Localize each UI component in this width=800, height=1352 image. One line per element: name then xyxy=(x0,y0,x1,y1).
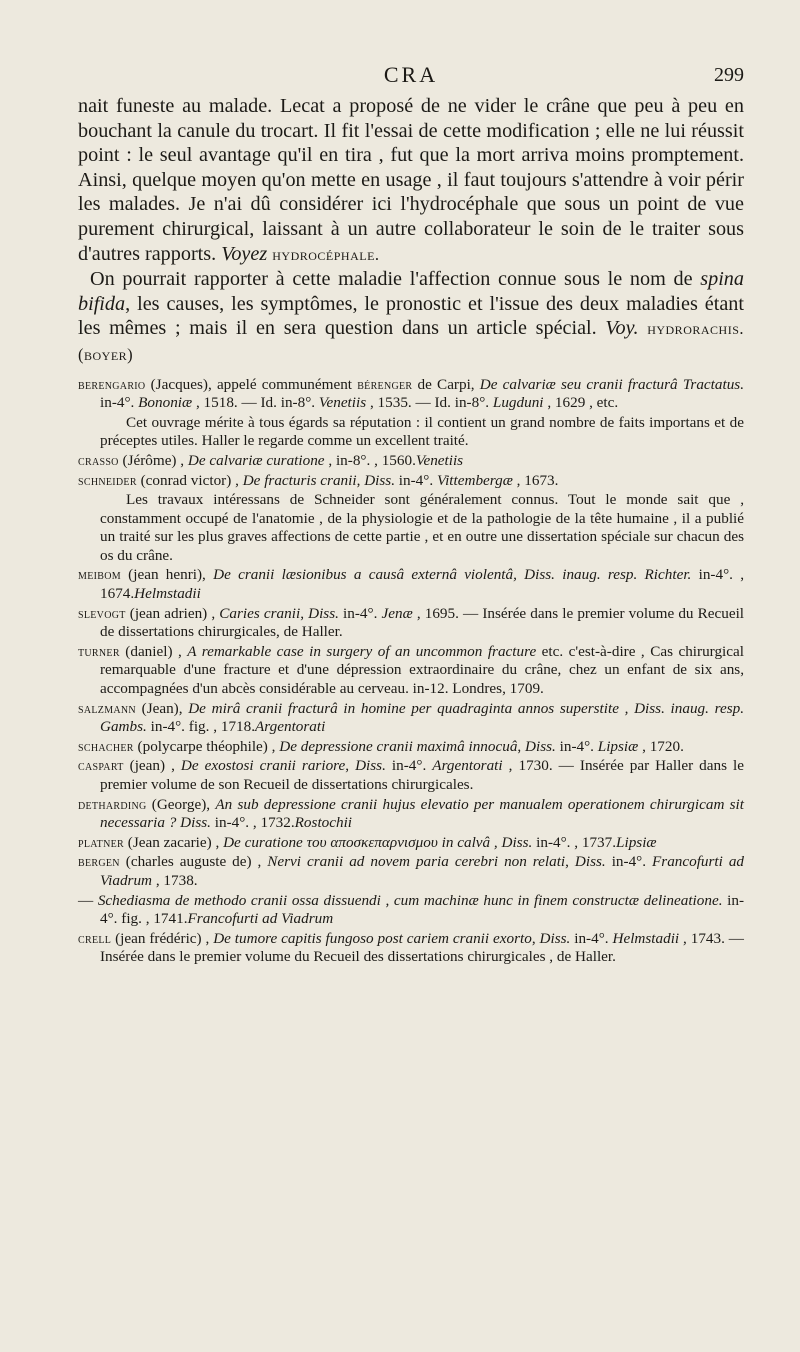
author-name: bergen xyxy=(78,854,120,870)
entry-text: , 1535. — Id. in-8°. xyxy=(366,394,493,412)
entry-text: (Jacques), appelé communément xyxy=(145,375,358,393)
bibliography-entry xyxy=(78,757,744,794)
bibliography-entry xyxy=(78,738,744,757)
entry-text: (jean frédéric) , xyxy=(111,929,214,947)
cross-ref-label: Voyez xyxy=(221,242,268,265)
entry-text: , 1674. xyxy=(100,566,744,603)
bibliography-entry xyxy=(78,472,744,491)
bibliography-entry xyxy=(78,376,744,413)
diss-label: Diss. xyxy=(525,737,556,755)
bibliography xyxy=(78,376,744,967)
entry-text: , xyxy=(345,757,356,775)
author-name: berengario xyxy=(78,376,146,392)
author-name: caspart xyxy=(78,758,124,774)
publication-place: Helmstadii xyxy=(134,585,201,603)
entry-text: de Carpi, xyxy=(412,375,480,393)
diss-label: Diss. xyxy=(355,757,386,775)
work-title: An sub depressione cranii hujus elevatio per manualem operationem chirurgicam sit necessaria ? Diss. xyxy=(100,795,744,832)
entry-text: in-4°. xyxy=(691,566,741,584)
work-title: De depressione cranii maximâ innocuâ xyxy=(279,737,518,755)
entry-text: (Jean zacarie) , xyxy=(124,833,224,851)
main-text xyxy=(78,94,744,368)
bibliography-entry xyxy=(78,930,744,967)
entry-text: (jean) , xyxy=(123,757,181,775)
author-name: turner xyxy=(78,643,120,659)
author-name: crasso xyxy=(78,452,119,468)
diss-label: Diss. xyxy=(574,853,606,871)
page-number: 299 xyxy=(714,64,744,86)
entry-text: etc. c'est-à-dire , Cas chirurgical remarquable d'une fracture et d'une dépression extraordinaire du crâne, chez un enfant de six ans, accompagnées d'un abcès considérable au cerveau. in-12. Londres, 1709. xyxy=(100,642,744,698)
publication-place: Lipsiæ xyxy=(597,737,639,755)
entry-text: in-4°. fig. xyxy=(100,891,745,928)
bibliography-entry xyxy=(78,452,744,471)
entry-text: , xyxy=(300,604,309,622)
bibliography-entry xyxy=(78,700,744,737)
entry-text: , xyxy=(517,737,526,755)
publication-place: Venetiis xyxy=(415,451,464,469)
note-text: Cet ouvrage mérite à tous égards sa réputation : il contient un grand nombre de faits importans et de préceptes utiles. Haller le regarde comme un excellent traité. xyxy=(100,413,744,450)
entry-text: (daniel) , xyxy=(119,642,188,660)
cross-ref-label: Voy. xyxy=(605,317,639,340)
paragraph-text: On pourrait rapporter à cette maladie l'affection connue sous le nom de xyxy=(90,268,693,291)
entry-text: (George), xyxy=(146,795,216,813)
work-title: De exostosi cranii rariore xyxy=(180,757,346,775)
bibliography-entry xyxy=(78,892,744,929)
entry-text: — xyxy=(78,891,98,909)
author-name: platner xyxy=(78,834,124,850)
entry-text: in-4°. xyxy=(570,929,613,947)
author-name: slevogt xyxy=(78,605,126,621)
entry-text: (Jérôme) , xyxy=(118,451,188,469)
note-text: Les travaux intéressans de Schneider sont généralement connus. Tout le monde sait que , constamment occupé de l'anatomie , de la physiologie et de la pathologie de la tête humaine , il a publié un traité sur les plus graves affections de cette partie , et en outre une dissertation spéciale sur chacun des os du crâne. xyxy=(100,491,744,564)
diss-label: Diss. xyxy=(364,471,395,489)
entry-text: in-4°. xyxy=(395,471,437,489)
work-title: A remarkable case in surgery of an uncommon fracture xyxy=(187,642,537,660)
entry-text: in-4°. fig. xyxy=(146,718,214,736)
entry-text: (charles auguste de) , xyxy=(119,853,268,871)
bibliography-entry xyxy=(78,605,744,642)
bibliography-note xyxy=(78,414,744,451)
entry-text: in-4°. xyxy=(532,833,575,851)
entry-text: , in-8°. xyxy=(324,451,375,469)
cross-ref-target: hydrocéphale. xyxy=(272,244,380,264)
work-title: De fracturis cranii xyxy=(242,471,357,489)
work-title: Nervi cranii ad novem paria cerebri non relati xyxy=(267,853,566,871)
bibliography-entry xyxy=(78,796,744,833)
publication-place: Rostochii xyxy=(294,814,353,832)
author-name: meibom xyxy=(78,567,121,583)
entry-text: in-4°. xyxy=(605,853,652,871)
entry-text: (polycarpe théophile) , xyxy=(133,737,280,755)
author-signature: (boyer) xyxy=(78,344,134,364)
publication-place: Lugduni xyxy=(492,394,544,412)
page-heading: CRA xyxy=(383,62,439,87)
entry-text: , 1518. — Id. in-8°. xyxy=(192,394,319,412)
running-head xyxy=(78,62,744,94)
entry-text: , 1560. xyxy=(374,451,416,469)
entry-text: in-4°. xyxy=(338,604,382,622)
publication-place: Francofurti ad Viadrum xyxy=(187,910,334,928)
entry-text: , 1743. — Insérée dans le premier volume du Recueil des dissertations chirurgicales , de Haller. xyxy=(100,929,744,966)
latin-term: spina bifida xyxy=(78,268,744,315)
entry-text: in-4°. xyxy=(210,814,253,832)
publication-place: Vittembergæ xyxy=(436,471,513,489)
paragraph xyxy=(78,94,744,267)
entry-text: in-4°. xyxy=(100,394,139,412)
bibliography-note xyxy=(78,491,744,565)
entry-text: , 1629 , etc. xyxy=(543,394,619,412)
author-name: schneider xyxy=(78,472,137,488)
entry-text: in-4°. xyxy=(555,737,598,755)
entry-text: , 1741. xyxy=(145,910,188,928)
entry-text: , xyxy=(565,853,575,871)
cross-ref-target: hydrorachis. xyxy=(647,319,745,339)
publication-place: Venetiis xyxy=(318,394,367,412)
publication-place: Helmstadii xyxy=(612,929,680,947)
entry-text: , 1718. xyxy=(213,718,256,736)
work-title: Schediasma de methodo cranii ossa dissuendi , cum machinæ hunc in finem constructæ delineatione. xyxy=(97,891,723,909)
bibliography-entry xyxy=(78,643,744,699)
entry-text: , xyxy=(531,929,540,947)
paragraph-text: , les causes, les symptômes, le pronostic et l'issue des deux maladies étant les mêmes ; mais il en sera question dans un article spécial. xyxy=(78,292,744,340)
entry-text: (jean henri), xyxy=(120,566,214,584)
work-title: De calvariæ curatione xyxy=(187,451,325,469)
publication-place: Argentorati xyxy=(432,757,503,775)
entry-text: , 1737. xyxy=(574,833,617,851)
publication-place: Lipsiæ xyxy=(616,833,657,851)
diss-label: Diss. xyxy=(539,929,571,947)
work-title: Caries cranii xyxy=(219,604,301,622)
author-name: detharding xyxy=(78,796,147,812)
entry-text: , 1720. xyxy=(638,737,684,755)
author-name: schacher xyxy=(78,738,134,754)
author-name: crell xyxy=(78,930,112,946)
publication-place: Argentorati xyxy=(255,718,326,736)
bibliography-entry xyxy=(78,853,744,890)
publication-place: Bononiæ xyxy=(138,394,193,412)
work-title: De curatione του αποσκεπαρνισμου in calvâ , Diss. xyxy=(223,833,533,851)
entry-text: (jean adrien) , xyxy=(125,604,220,622)
entry-text: (Jean), xyxy=(135,699,189,717)
paragraph-text: nait funeste au malade. Lecat a proposé de ne vider le crâne que peu à peu en bouchant la canule du trocart. Il fit l'essai de cette modification ; elle ne lui réussit point : le seul avantage qu'il en tira , fut que la mort arriva moins promptement. Ainsi, quelque moyen qu'on mette en usage , il faut toujours s'attendre à voir périr les malades. Je n'ai dû considérer ici l'hydrocéphale que sous un point de vue purement chirurgical, laissant à un autre collaborateur le soin de le traiter sous d'autres rapports. xyxy=(78,95,744,265)
publication-place: Jenæ xyxy=(381,604,413,622)
author-alias: bérenger xyxy=(357,376,413,392)
work-title: De mirâ cranii fracturâ in homine per quadraginta annos superstite , Diss. inaug. resp. Gambs. xyxy=(100,699,744,736)
entry-text: , 1732. xyxy=(252,814,295,832)
author-name: salzmann xyxy=(78,700,136,716)
work-title: De tumore capitis fungoso post cariem cranii exorto xyxy=(213,929,532,947)
diss-label: Diss. xyxy=(308,604,339,622)
entry-text: , 1738. xyxy=(152,871,198,889)
publication-place: Francofurti ad Viadrum xyxy=(100,853,745,889)
work-title: De cranii læsionibus a causâ externâ violentâ, Diss. inaug. resp. Richter. xyxy=(213,566,692,584)
entry-text: (conrad victor) , xyxy=(136,471,243,489)
entry-text: , xyxy=(356,471,365,489)
entry-text: , 1695. — Insérée dans le premier volume du Recueil de dissertations chirurgicales, de Haller. xyxy=(100,604,745,641)
work-title: De calvariæ seu cranii fracturâ Tractatus. xyxy=(479,375,745,393)
entry-text: in-4°. xyxy=(385,757,433,775)
paragraph xyxy=(78,267,744,367)
bibliography-entry xyxy=(78,566,744,603)
entry-text: , 1730. — Insérée par Haller dans le premier volume de son Recueil de dissertations chirurgicales. xyxy=(100,757,744,793)
entry-text: , 1673. xyxy=(512,471,559,489)
bibliography-entry xyxy=(78,834,744,853)
